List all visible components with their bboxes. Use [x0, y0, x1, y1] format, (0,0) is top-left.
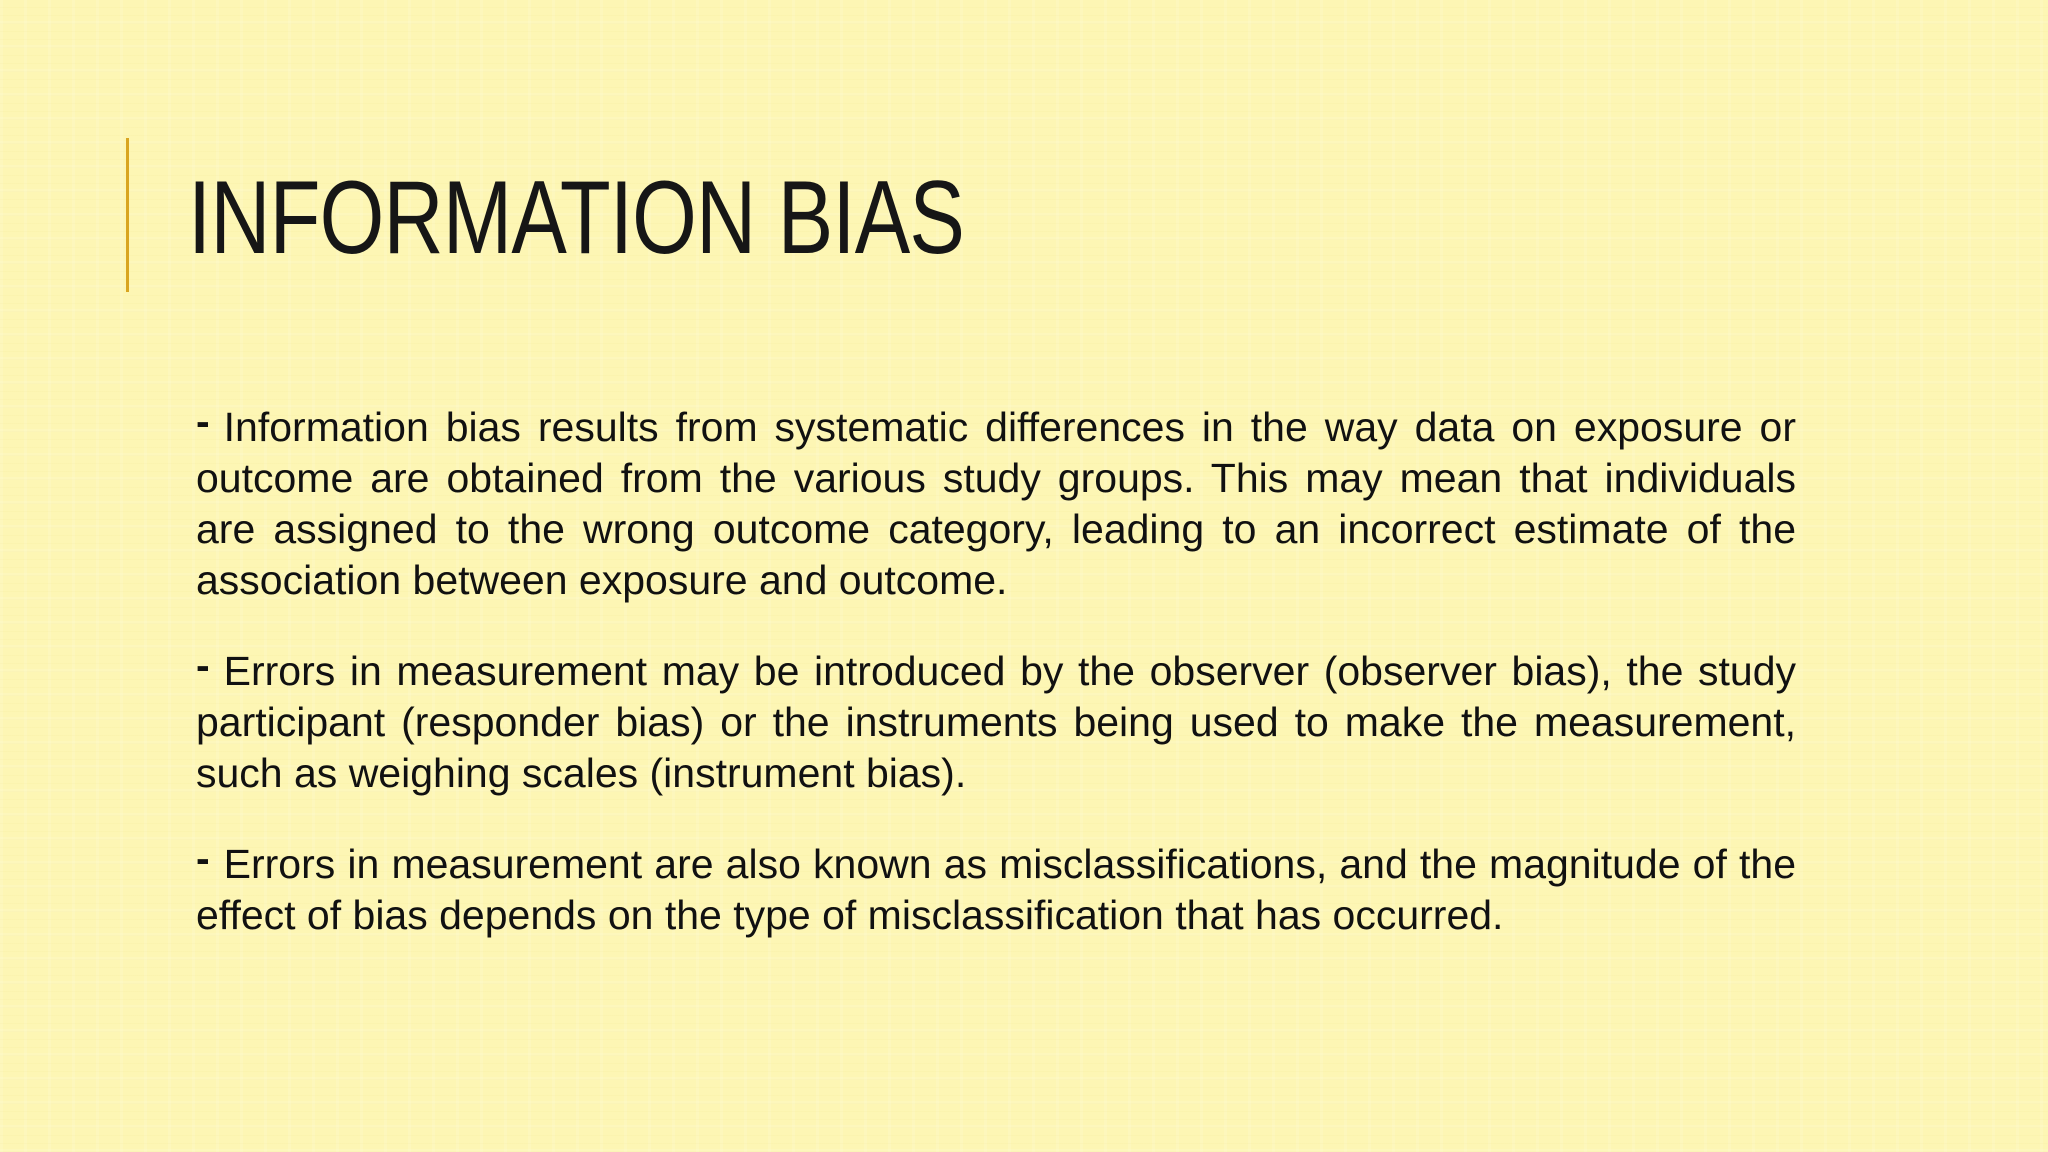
bullet-dash-marker: -	[196, 835, 210, 881]
slide-body	[196, 398, 1796, 981]
paragraph-text: Information bias results from systematic differences in the way data on exposure or outcome are obtained from the various study groups. This may mean that individuals are assigned to the wrong outcome category, leading to an incorrect estimate of the association between exposure and outcome.	[196, 404, 1796, 603]
bullet-dash-marker: -	[196, 398, 210, 444]
bullet-paragraph-1	[196, 398, 1796, 606]
bullet-dash-marker: -	[196, 642, 210, 688]
bullet-paragraph-3	[196, 835, 1796, 941]
paragraph-text: Errors in measurement may be introduced by the observer (observer bias), the study participant (responder bias) or the instruments being used to make the measurement, such as weighing scales (instrument bias).	[196, 648, 1796, 796]
bullet-paragraph-2	[196, 642, 1796, 799]
paragraph-text: Errors in measurement are also known as misclassifications, and the magnitude of the effect of bias depends on the type of misclassification that has occurred.	[196, 841, 1796, 938]
slide-title: INFORMATION BIAS	[188, 160, 965, 276]
title-accent-bar	[126, 138, 129, 292]
